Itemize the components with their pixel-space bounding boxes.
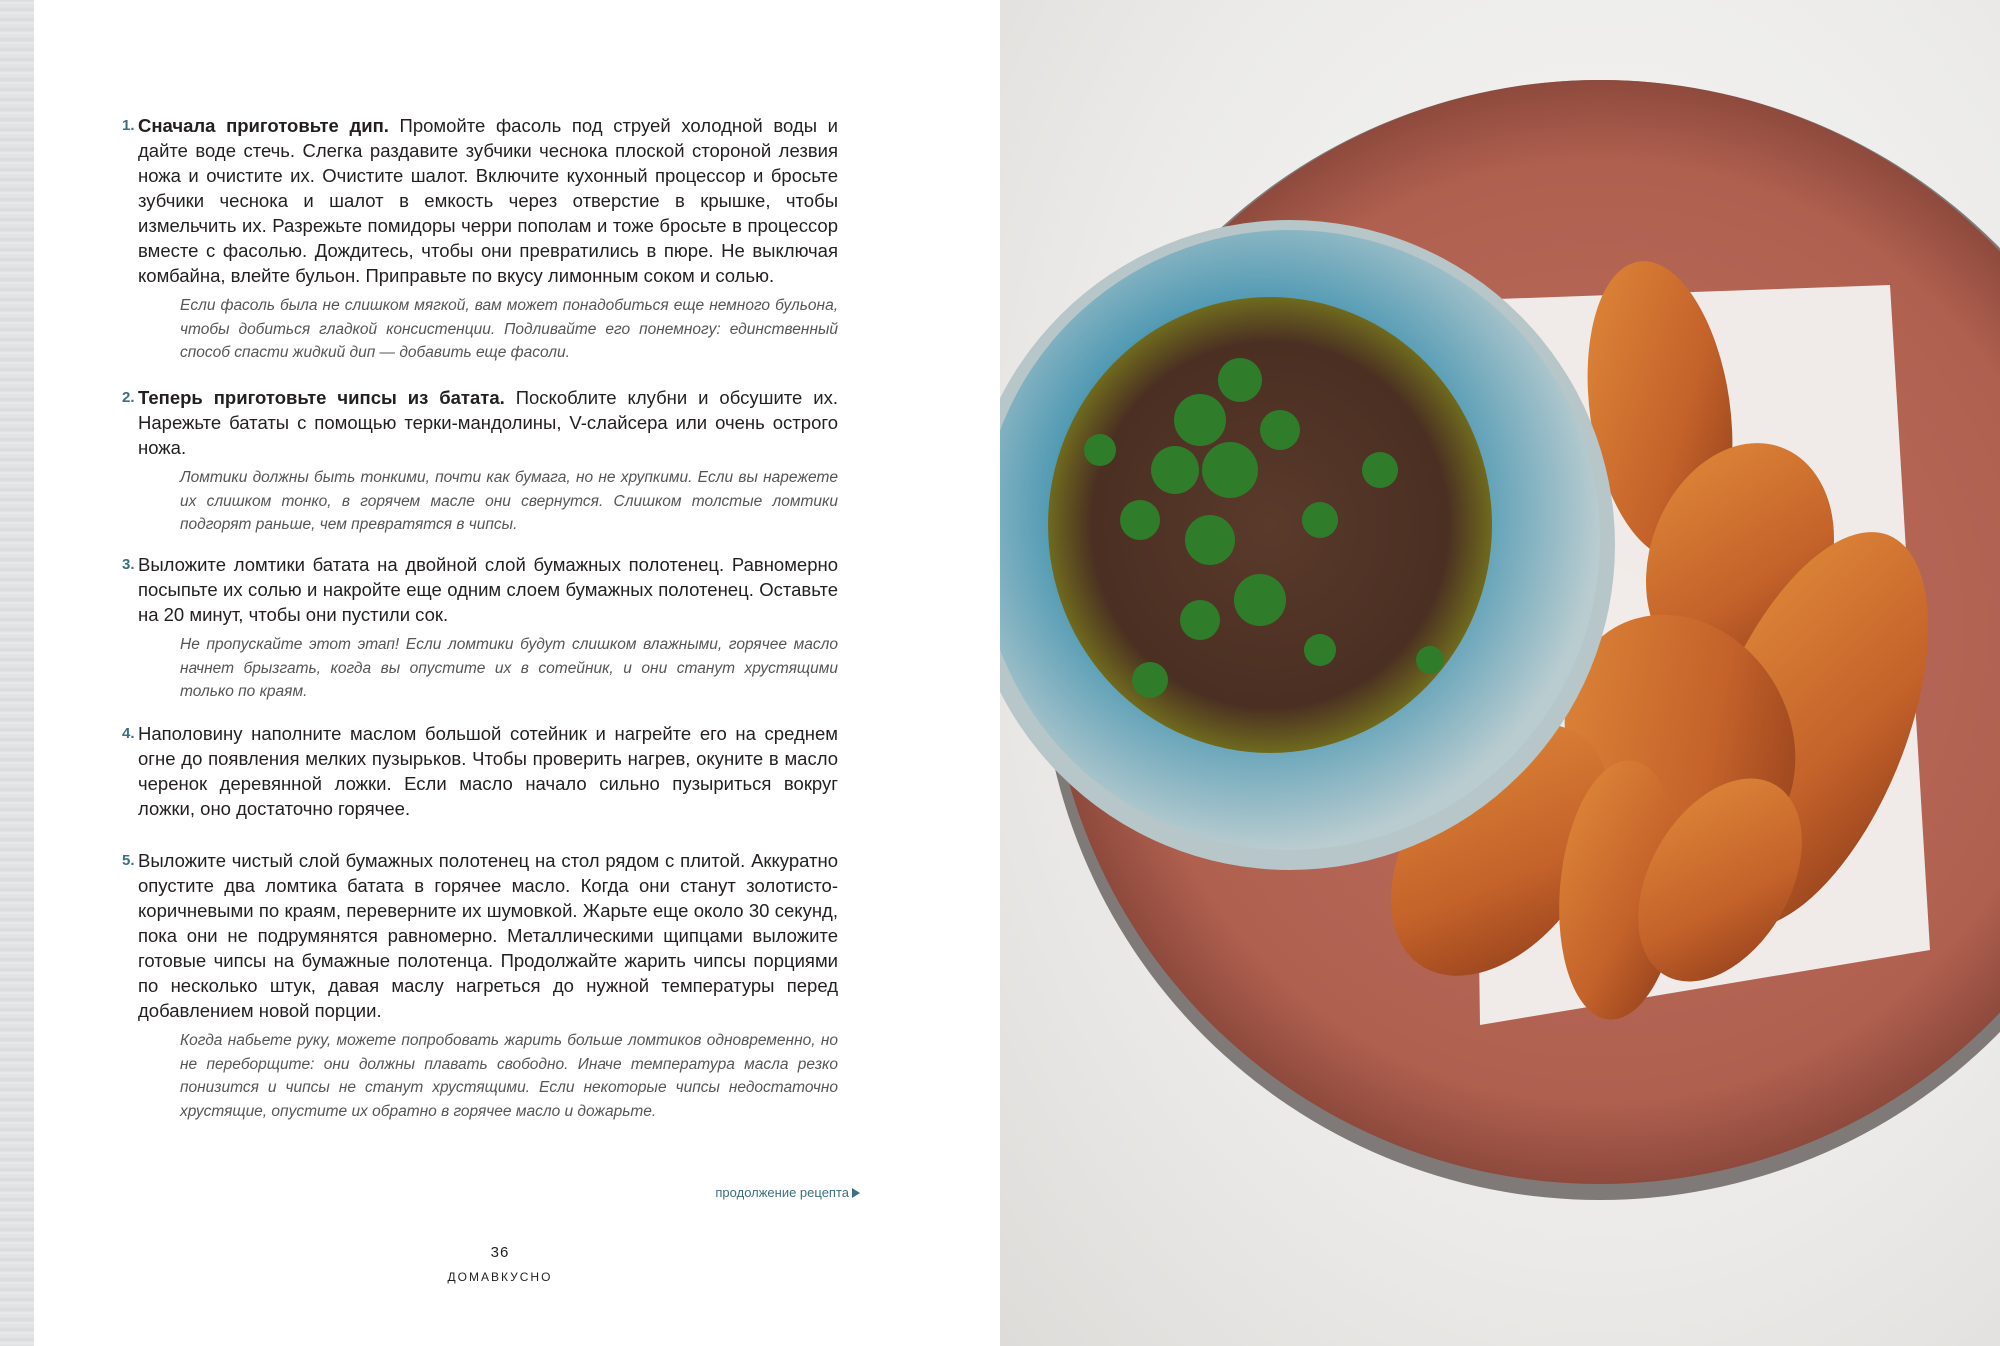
running-footer-brand: ДОМАВКУСНО — [447, 1270, 553, 1284]
step-2 — [122, 385, 838, 537]
step-note: Если фасоль была не слишком мягкой, вам может понадобиться еще немного бульона, чтобы добиться гладкой консистенции. Подливайте его понемногу: единственный способ спасти жидкий дип — добавить еще фасоли. — [180, 297, 838, 361]
step-lead: Теперь приготовьте чипсы из батата. — [138, 387, 505, 408]
continue-label: продолжение рецепта — [715, 1185, 849, 1200]
step-number: 5. — [122, 852, 135, 869]
step-3 — [122, 552, 838, 704]
step-text: Выложите ломтики батата на двойной слой бумажных полотенец. Равномерно посыпьте их солью и накройте еще одним слоем бумажных полотенец. Оставьте на 20 минут, чтобы они пустили сок. — [138, 554, 838, 625]
step-number: 2. — [122, 389, 135, 406]
arrow-right-icon — [852, 1188, 860, 1198]
step-text: Промойте фасоль под струей холодной воды и дайте воде стечь. Слегка раздавите зубчики чеснока плоской стороной лезвия ножа и очистите их. Очистите шалот. Включите кухонный процессор и бросьте зубчики чеснока и шалот в емкость через отверстие в крышке, чтобы измельчить их. Разрежьте помидоры черри пополам и тоже бросьте в процессор вместе с фасолью. Дождитесь, чтобы они превратились в пюре. Не выключая комбайна, влейте бульон. Приправьте по вкусу лимонным соком и солью. — [138, 115, 838, 286]
step-note: Когда набьете руку, можете попробовать жарить больше ломтиков одновременно, но не переборщите: они должны плавать свободно. Иначе температура масла резко понизится и чипсы не станут хрустящими. Если некоторые чипсы недостаточно хрустящие, опустите их обратно в горячее масло и дожарьте. — [180, 1032, 838, 1120]
step-text: Поскоблите клубни и обсушите их. Нарежьте бататы с помощью терки-мандолины, V-слайсера или очень острого ножа. — [138, 387, 838, 458]
food-photo — [1000, 0, 2000, 1346]
step-number: 1. — [122, 117, 135, 134]
food-photo-illustration — [1000, 0, 2000, 1346]
page-edge — [0, 0, 34, 1346]
step-5 — [122, 848, 838, 1123]
step-text: Наполовину наполните маслом большой сотейник и нагрейте его на среднем огне до появления мелких пузырьков. Чтобы проверить нагрев, окуните в масло черенок деревянной ложки. Если масло начало сильно пузыриться вокруг ложки, оно достаточно горячее. — [138, 723, 838, 819]
step-note: Ломтики должны быть тонкими, почти как бумага, но не хрупкими. Если вы нарежете их слишком тонко, в горячем масле они свернутся. Слишком толстые ломтики подгорят раньше, чем превратятся в чипсы. — [180, 469, 838, 533]
step-number: 3. — [122, 556, 135, 573]
step-4 — [122, 721, 838, 821]
step-note: Не пропускайте этот этап! Если ломтики будут слишком влажными, горячее масло начнет брызгать, когда вы опустите их в сотейник, и они станут хрустящими только по краям. — [180, 636, 838, 700]
continue-recipe-link[interactable] — [715, 1185, 860, 1200]
bean-dip — [1048, 297, 1492, 753]
step-lead: Сначала приготовьте дип. — [138, 115, 389, 136]
step-number: 4. — [122, 725, 135, 742]
step-1 — [122, 113, 838, 365]
page-number: 36 — [490, 1244, 510, 1261]
step-text: Выложите чистый слой бумажных полотенец на стол рядом с плитой. Аккуратно опустите два ломтика батата в горячее масло. Когда они станут золотисто-коричневыми по краям, переверните их шумовкой. Жарьте еще около 30 секунд, пока они не подрумянятся равномерно. Металлическими щипцами выложите готовые чипсы на бумажные полотенца. Продолжайте жарить чипсы порциями по несколько штук, давая маслу нагреться до нужной температуры перед добавлением новой порции. — [138, 850, 838, 1021]
